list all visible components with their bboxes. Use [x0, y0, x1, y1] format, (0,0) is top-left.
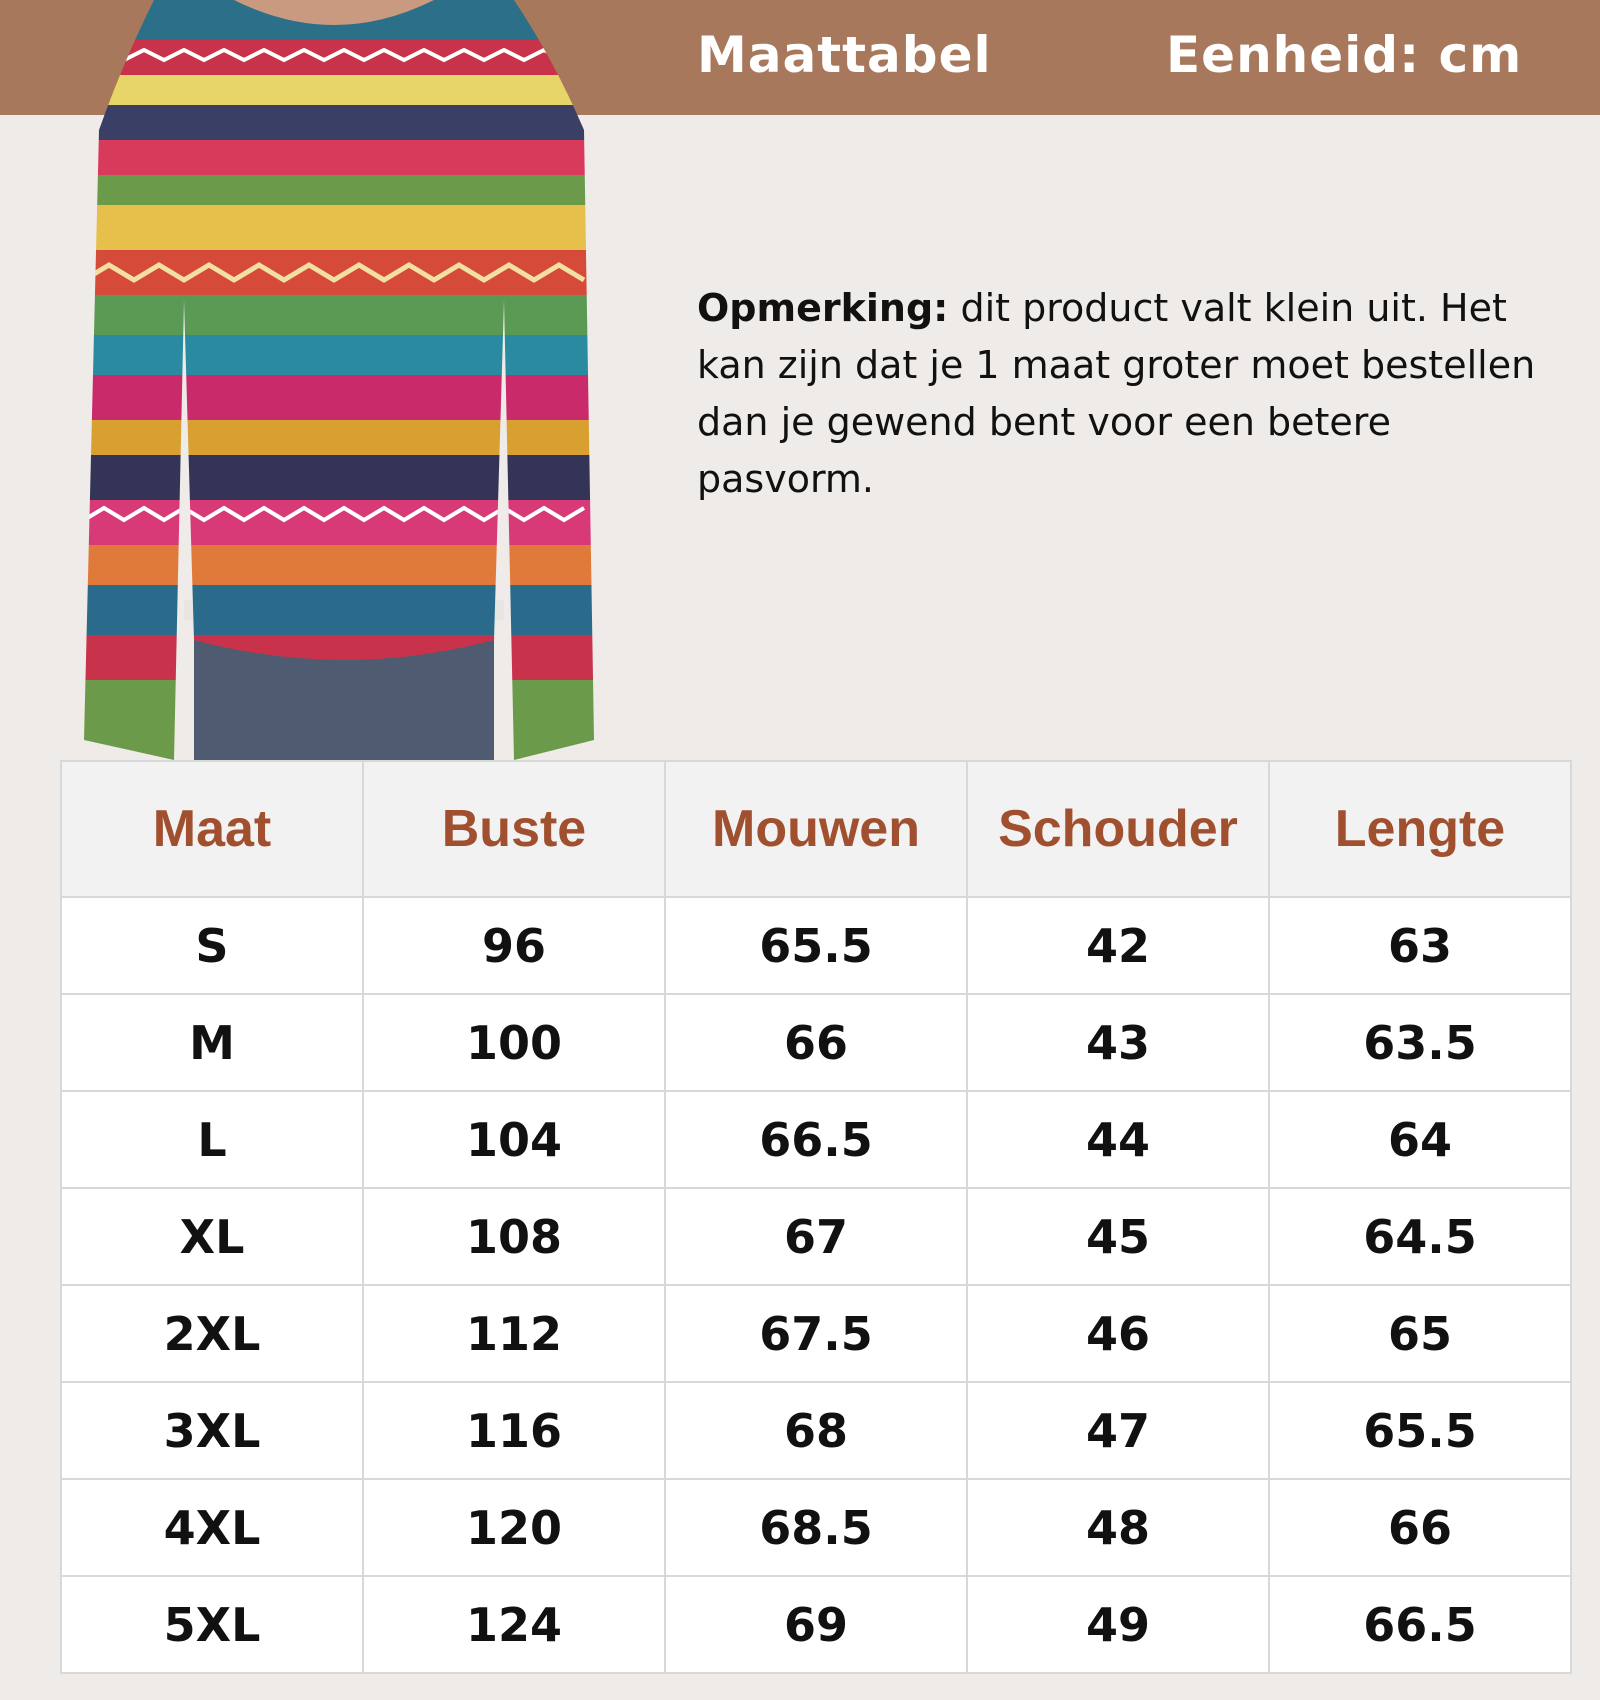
table-row [61, 1285, 1571, 1382]
cell-schouder: 45 [967, 1188, 1269, 1285]
cell-size: 4XL [61, 1479, 363, 1576]
cell-size: S [61, 897, 363, 994]
unit-label: Eenheid: cm [1166, 26, 1523, 84]
cell-size: 5XL [61, 1576, 363, 1673]
cell-lengte: 66 [1269, 1479, 1571, 1576]
cell-schouder: 43 [967, 994, 1269, 1091]
cell-mouwen: 66 [665, 994, 967, 1091]
cell-mouwen: 69 [665, 1576, 967, 1673]
cell-mouwen: 68 [665, 1382, 967, 1479]
cell-lengte: 64.5 [1269, 1188, 1571, 1285]
cell-buste: 124 [363, 1576, 665, 1673]
cell-size: 3XL [61, 1382, 363, 1479]
table-row [61, 1576, 1571, 1673]
cell-lengte: 64 [1269, 1091, 1571, 1188]
header-mouwen: Mouwen [665, 761, 967, 897]
cell-mouwen: 67.5 [665, 1285, 967, 1382]
table-row [61, 994, 1571, 1091]
header-schouder: Schouder [967, 761, 1269, 897]
table-row [61, 1188, 1571, 1285]
cell-schouder: 44 [967, 1091, 1269, 1188]
cell-mouwen: 66.5 [665, 1091, 967, 1188]
cell-buste: 96 [363, 897, 665, 994]
cell-schouder: 46 [967, 1285, 1269, 1382]
table-row [61, 1382, 1571, 1479]
note-text: dit product valt klein uit. Het kan zijn dat je 1 maat groter moet bestellen dan je gewend bent voor een betere pasvorm. [697, 286, 1536, 501]
cell-buste: 116 [363, 1382, 665, 1479]
cell-lengte: 65.5 [1269, 1382, 1571, 1479]
cell-buste: 112 [363, 1285, 665, 1382]
cell-schouder: 42 [967, 897, 1269, 994]
cell-size: L [61, 1091, 363, 1188]
cell-mouwen: 67 [665, 1188, 967, 1285]
header-lengte: Lengte [1269, 761, 1571, 897]
header-buste: Buste [363, 761, 665, 897]
cell-size: M [61, 994, 363, 1091]
cell-buste: 104 [363, 1091, 665, 1188]
sweater-photo [84, 0, 594, 760]
cell-lengte: 63 [1269, 897, 1571, 994]
cell-schouder: 47 [967, 1382, 1269, 1479]
table-header-row [61, 761, 1571, 897]
cell-size: 2XL [61, 1285, 363, 1382]
cell-buste: 100 [363, 994, 665, 1091]
cell-schouder: 49 [967, 1576, 1269, 1673]
cell-lengte: 66.5 [1269, 1576, 1571, 1673]
header-maat: Maat [61, 761, 363, 897]
cell-buste: 108 [363, 1188, 665, 1285]
note-label: Opmerking: [697, 286, 949, 330]
size-chart-title: Maattabel [697, 26, 992, 84]
table-row [61, 1479, 1571, 1576]
table-row [61, 897, 1571, 994]
table-row [61, 1091, 1571, 1188]
cell-mouwen: 68.5 [665, 1479, 967, 1576]
cell-lengte: 63.5 [1269, 994, 1571, 1091]
cell-mouwen: 65.5 [665, 897, 967, 994]
cell-buste: 120 [363, 1479, 665, 1576]
cell-size: XL [61, 1188, 363, 1285]
size-table [60, 760, 1572, 1674]
cell-schouder: 48 [967, 1479, 1269, 1576]
size-note [697, 280, 1547, 508]
cell-lengte: 65 [1269, 1285, 1571, 1382]
